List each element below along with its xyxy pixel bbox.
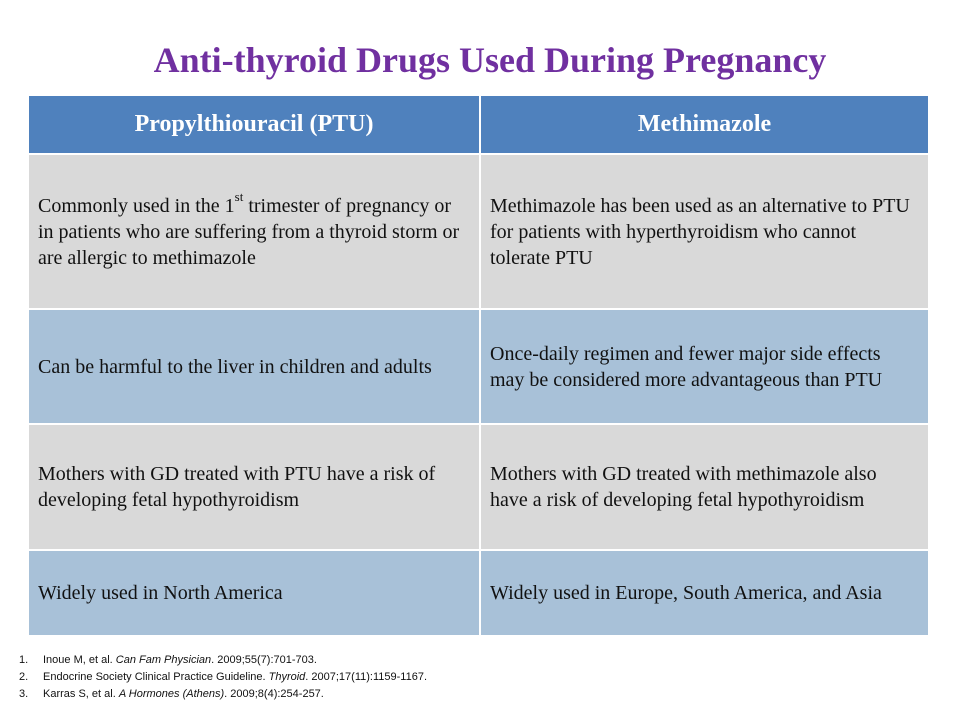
reference-number: 2. bbox=[19, 671, 29, 683]
header-methimazole: Methimazole bbox=[480, 96, 928, 154]
reference-number: 1. bbox=[19, 654, 29, 666]
reference-journal: Thyroid bbox=[268, 671, 306, 683]
table-row bbox=[29, 550, 928, 635]
reference-number: 3. bbox=[19, 688, 29, 700]
reference-journal: A Hormones (Athens) bbox=[118, 688, 225, 700]
reference-text: Endocrine Society Clinical Practice Guideline. bbox=[43, 671, 269, 683]
reference-item bbox=[19, 652, 427, 669]
methimazole-cell: Widely used in Europe, South America, and Asia bbox=[480, 550, 928, 635]
slide-title: Anti-thyroid Drugs Used During Pregnancy bbox=[153, 40, 827, 80]
cell-text: Commonly used in the 1 bbox=[38, 194, 235, 217]
cell-text: trimester of pregnancy or in patients who are suffering from a thyroid storm or are allergic to methimazole bbox=[38, 194, 460, 269]
methimazole-cell: Mothers with GD treated with methimazole also have a risk of developing fetal hypothyroidism bbox=[480, 424, 928, 550]
table-row bbox=[29, 309, 928, 424]
comparison-table bbox=[29, 96, 928, 635]
methimazole-cell: Once-daily regimen and fewer major side effects may be considered more advantageous than PTU bbox=[480, 309, 928, 424]
reference-text: . 2007;17(11):1159-1167. bbox=[305, 671, 428, 683]
header-ptu: Propylthiouracil (PTU) bbox=[29, 96, 480, 154]
reference-journal: Can Fam Physician bbox=[115, 654, 212, 666]
table-header-row bbox=[29, 96, 928, 154]
ptu-cell: Widely used in North America bbox=[29, 550, 480, 635]
ptu-cell: Can be harmful to the liver in children and adults bbox=[29, 309, 480, 424]
reference-item bbox=[19, 686, 427, 703]
superscript-ordinal: st bbox=[234, 188, 244, 204]
reference-text: Inoue M, et al. bbox=[43, 654, 116, 666]
reference-text: Karras S, et al. bbox=[43, 688, 119, 700]
table-row bbox=[29, 154, 928, 309]
references-list bbox=[19, 652, 427, 703]
methimazole-cell: Methimazole has been used as an alternative to PTU for patients with hyperthyroidism who cannot tolerate PTU bbox=[480, 154, 928, 309]
table-row bbox=[29, 424, 928, 550]
ptu-cell bbox=[29, 154, 480, 309]
reference-text: . 2009;8(4):254-257. bbox=[224, 688, 324, 700]
ptu-cell: Mothers with GD treated with PTU have a risk of developing fetal hypothyroidism bbox=[29, 424, 480, 550]
reference-item bbox=[19, 669, 427, 686]
reference-text: . 2009;55(7):701-703. bbox=[211, 654, 317, 666]
